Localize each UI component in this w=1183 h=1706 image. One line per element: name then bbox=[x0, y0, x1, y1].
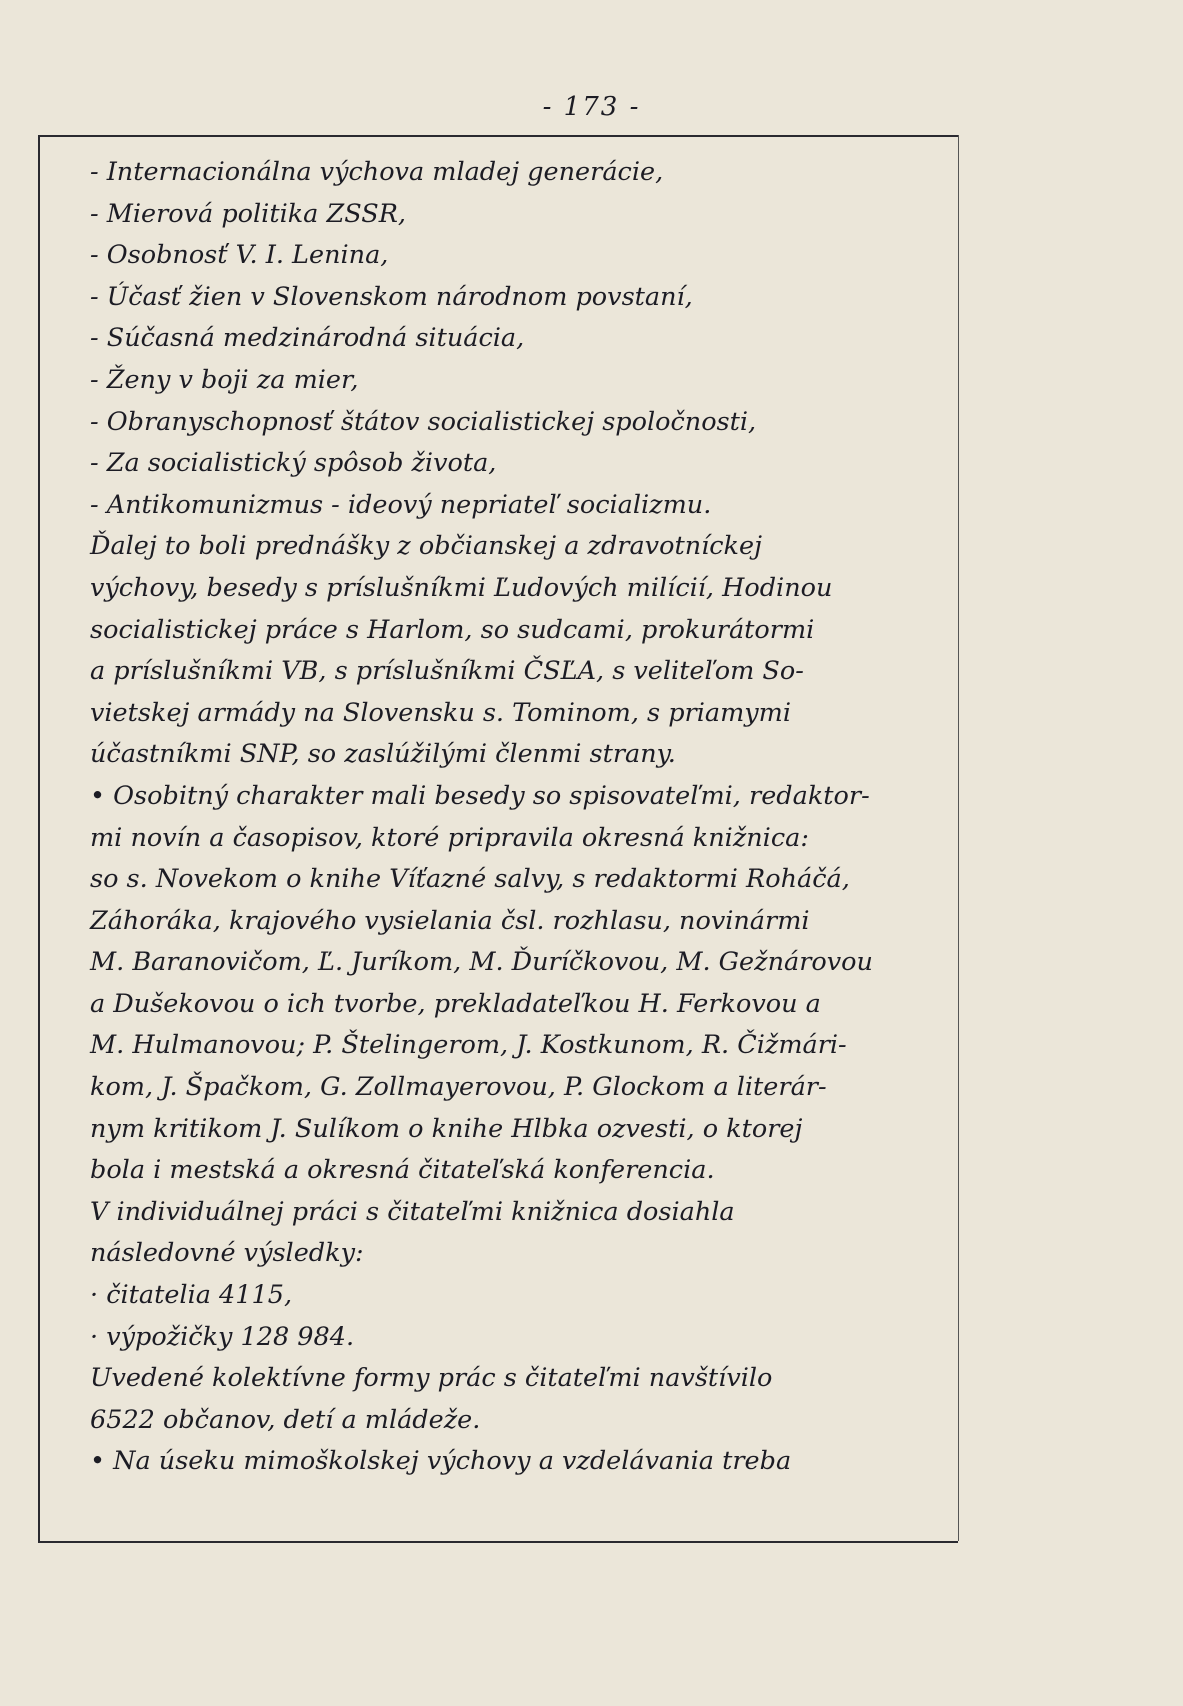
text-line: Uvedené kolektívne formy prác s čitateľmi navštívilo bbox=[90, 1363, 773, 1394]
text-line: - Mierová politika ZSSR, bbox=[90, 198, 406, 229]
text-line: • Osobitný charakter mali besedy so spisovateľmi, redaktor- bbox=[90, 780, 870, 811]
text-line: • Na úseku mimoškolskej výchovy a vzdelávania treba bbox=[90, 1446, 792, 1477]
handwritten-text-block bbox=[90, 152, 930, 1483]
text-line: účastníkmi SNP, so zaslúžilými členmi strany. bbox=[90, 739, 676, 770]
text-line: následovné výsledky: bbox=[90, 1238, 364, 1269]
text-line: nym kritikom J. Sulíkom o knihe Hlbka ozvesti, o ktorej bbox=[90, 1113, 803, 1144]
text-line: - Za socialistický spôsob života, bbox=[90, 448, 497, 479]
text-line: V individuálnej práci s čitateľmi knižnica dosiahla bbox=[90, 1196, 735, 1227]
text-line: Ďalej to boli prednášky z občianskej a zdravotníckej bbox=[90, 531, 763, 562]
text-line: - Ženy v boji za mier, bbox=[90, 364, 359, 395]
text-line: Záhoráka, krajového vysielania čsl. rozhlasu, novinármi bbox=[90, 905, 810, 936]
text-line: · čitatelia 4115, bbox=[90, 1280, 293, 1311]
text-line: · výpožičky 128 984. bbox=[90, 1321, 355, 1352]
text-line: kom, J. Špačkom, G. Zollmayerovou, P. Glockom a literár- bbox=[90, 1072, 827, 1103]
text-line: mi novín a časopisov, ktoré pripravila okresná knižnica: bbox=[90, 822, 809, 853]
text-line: a Dušekovou o ich tvorbe, prekladateľkou H. Ferkovou a bbox=[90, 988, 821, 1019]
text-line: 6522 občanov, detí a mládeže. bbox=[90, 1404, 481, 1435]
page-number: - 173 - bbox=[542, 92, 641, 122]
text-line: - Súčasná medzinárodná situácia, bbox=[90, 323, 525, 354]
text-line: - Antikomunizmus - ideový nepriateľ socializmu. bbox=[90, 489, 712, 520]
text-line: - Obranyschopnosť štátov socialistickej spoločnosti, bbox=[90, 406, 757, 437]
text-line: a príslušníkmi VB, s príslušníkmi ČSĽA, s veliteľom So- bbox=[90, 656, 804, 687]
text-line: vietskej armády na Slovensku s. Tominom, s priamymi bbox=[90, 697, 792, 728]
text-line: - Internacionálna výchova mladej generácie, bbox=[90, 157, 664, 187]
text-line: bola i mestská a okresná čitateľská konferencia. bbox=[90, 1155, 715, 1186]
text-line: so s. Novekom o knihe Víťazné salvy, s redaktormi Roháčá, bbox=[90, 864, 850, 895]
text-line: - Účasť žien v Slovenskom národnom povstaní, bbox=[90, 281, 693, 312]
text-line: socialistickej práce s Harlom, so sudcami, prokurátormi bbox=[90, 614, 815, 645]
text-line: výchovy, besedy s príslušníkmi Ľudových milícií, Hodinou bbox=[90, 572, 833, 603]
text-line: - Osobnosť V. I. Lenina, bbox=[90, 240, 389, 271]
text-line: M. Hulmanovou; P. Štelingerom, J. Kostkunom, R. Čižmári- bbox=[90, 1030, 847, 1061]
text-line: M. Baranovičom, Ľ. Juríkom, M. Ďuríčkovou, M. Gežnárovou bbox=[90, 947, 873, 978]
